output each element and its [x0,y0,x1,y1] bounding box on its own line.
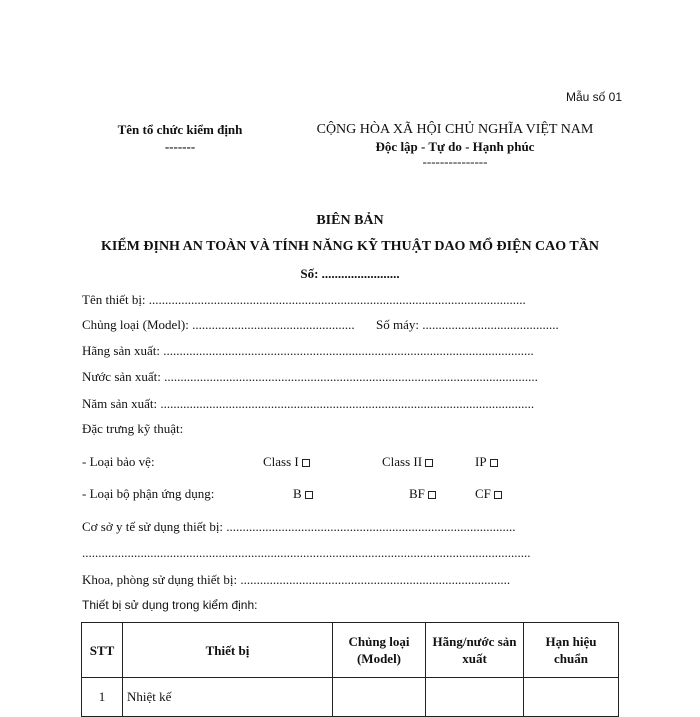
bf-checkbox[interactable] [428,491,436,499]
model-field: Chủng loại (Model): .................................................. [82,317,355,332]
cell-model [333,678,426,717]
nation-title: CỘNG HÒA XÃ HỘI CHỦ NGHĨA VIỆT NAM [316,122,594,137]
equipment-caption: Thiết bị sử dụng trong kiểm định: [82,598,258,612]
cell-maker [426,678,524,717]
device-name-field: Tên thiết bị: .................................................................................................................... [82,292,526,307]
class1-checkbox[interactable] [302,459,310,467]
header-stt: STT [82,623,123,678]
class1-option [263,454,310,470]
class2-checkbox[interactable] [425,459,433,467]
ip-checkbox[interactable] [490,459,498,467]
document-title: BIÊN BẢN [316,213,384,228]
cell-stt: 1 [82,678,123,717]
header-device: Thiết bị [123,623,333,678]
organization-name: Tên tổ chức kiểm định [117,122,243,137]
class2-label: Class II [382,454,423,469]
ip-option [475,454,498,470]
nation-motto: Độc lập - Tự do - Hạnh phúc [375,139,535,154]
document-subtitle: KIỂM ĐỊNH AN TOÀN VÀ TÍNH NĂNG KỸ THUẬT DAO MỔ ĐIỆN CAO TẦN [101,239,599,254]
header-model: Chủng loại (Model) [333,623,426,678]
b-option [293,486,313,502]
department-field: Khoa, phòng sử dụng thiết bị: ................................................................................... [82,572,511,587]
table-header-row [82,623,619,678]
ip-label: IP [475,454,487,469]
table-row [82,678,619,717]
cell-calibration [524,678,619,717]
manufacturer-field: Hãng sản xuất: .................................................................................................................. [82,343,534,358]
equipment-table [81,622,619,717]
bf-option [409,486,436,502]
facility-field: Cơ sở y tế sử dụng thiết bị: ......................................................................................... [82,519,516,534]
b-label: B [293,486,302,501]
bf-label: BF [409,486,425,501]
b-checkbox[interactable] [305,491,313,499]
header-maker: Hãng/nước sản xuất [426,623,524,678]
organization-dashes: ------- [164,139,196,154]
cell-device: Nhiệt kế [123,678,333,717]
class2-option [382,454,433,470]
cf-option [475,486,502,502]
year-field: Năm sản xuất: ................................................................................................................... [82,396,535,411]
technical-spec-label: Đặc trưng kỹ thuật: [82,421,184,436]
cf-label: CF [475,486,491,501]
applied-part-label: - Loại bộ phận ứng dụng: [82,486,215,501]
nation-dashes: --------------- [422,154,488,169]
header-calibration: Hạn hiệu chuẩn [524,623,619,678]
class1-label: Class I [263,454,299,469]
serial-number-field: Số máy: .......................................... [376,317,559,332]
document-number: Số: ........................ [300,266,400,281]
cf-checkbox[interactable] [494,491,502,499]
country-field: Nước sản xuất: ................................................................................................................... [82,369,538,384]
form-number: Mẫu số 01 [566,90,623,104]
protection-type-label: - Loại bảo vệ: [82,454,155,469]
facility-field-continued: .......................................................................................................................................... [82,545,531,560]
